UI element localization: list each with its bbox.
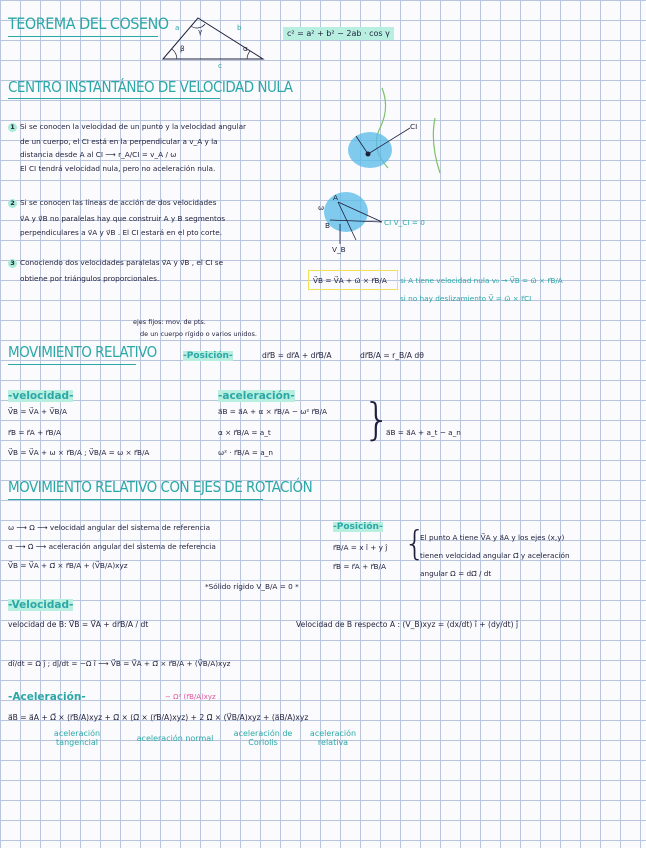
ci-item-3-line-1: Conociendo dos velocidades paralelas v⃗A y v⃗B , el CI se xyxy=(20,258,224,267)
acc-name-coriolis: aceleración de Coriolis xyxy=(233,729,293,747)
ci-diagram-1 xyxy=(340,88,450,188)
ci-item-2-line-1: Si se conocen las líneas de acción de dos velocidades xyxy=(20,198,217,207)
relrot-def-line-3: V⃗B = V⃗A + Ω⃗ × r⃗B/A + (V⃗B/A)xyz xyxy=(8,561,128,570)
ci-item-1-line-3: distancia desde A al CI ⟶ r_A/CI = v_A / ω xyxy=(20,150,177,160)
rel-acc-result: a⃗B = a⃗A + a_t − a_n xyxy=(386,428,461,437)
relrot-vel-label: -Velocidad- xyxy=(8,599,74,611)
relrot-def-line-2: α ⟶ Ω̇ ⟶ aceleración angular del sistema de referencia xyxy=(8,542,216,551)
cosine-formula: c² = a² + b² − 2ab · cos γ xyxy=(283,27,394,40)
ci-diagram-2-label-b: B xyxy=(325,221,331,230)
ci-box-formula: V⃗B = V⃗A + ω⃗ × r⃗B/A xyxy=(313,276,387,285)
ci-item-2-number: 2 xyxy=(8,199,17,208)
ci-diagram-2-label-ci: CI V_CI = 0 xyxy=(384,218,425,227)
relrot-pos-brace: { xyxy=(404,524,426,564)
ci-diagram-2 xyxy=(310,182,400,252)
ci-item-3-number: 3 xyxy=(8,259,17,268)
rel-acc-line-2: α × r⃗B/A = a_t xyxy=(218,428,271,437)
cosine-triangle xyxy=(155,14,270,64)
ci-diagram-2-label-a: A xyxy=(333,193,338,202)
relrot-pink-note: − Ω² (r⃗B/A)xyz xyxy=(165,693,216,701)
relrot-solido: *Sólido rígido V_B/A = 0 * xyxy=(205,582,299,591)
triangle-label-a: a xyxy=(175,23,180,32)
title-ci-underline xyxy=(8,98,220,99)
rel-vel-line-2: r⃗B = r⃗A + r⃗B/A xyxy=(8,428,61,437)
relrot-acc-label: -Aceleración- xyxy=(8,691,86,703)
rel-vel-line-1: V⃗B = V⃗A + V⃗B/A xyxy=(8,407,67,416)
title-cosine-underline xyxy=(8,36,158,37)
ci-diagram-2-label-vb: V_B xyxy=(332,245,346,254)
acc-name-normal: aceleración normal xyxy=(136,734,214,743)
ci-note-2: si no hay deslizamiento V⃗ = ω⃗ × r⃗CI xyxy=(400,294,532,303)
rel-vel-label: -velocidad- xyxy=(8,390,74,402)
ci-note-1: si A tiene velocidad nula v₀ → V⃗B = ω⃗ × r⃗B/A xyxy=(400,276,563,285)
ci-item-1-number: 1 xyxy=(8,123,17,132)
relrot-pos-line-1: r⃗B/A = x ı̂ + y ȷ̂ xyxy=(333,543,388,552)
acc-name-relative: aceleración relativa xyxy=(309,729,357,747)
relrot-pos-note-1: El punto A tiene V⃗A y a⃗A y los ejes (x,y) xyxy=(420,533,565,542)
relrot-pos-line-2: r⃗B = r⃗A + r⃗B/A xyxy=(333,562,386,571)
title-ci: CENTRO INSTANTÁNEO DE VELOCIDAD NULA xyxy=(8,78,293,96)
triangle-angle-gamma: γ xyxy=(198,27,203,36)
rel-posicion-label: -Posición- xyxy=(183,351,233,361)
relrot-acc-formula: a⃗B = a⃗A + Ω̇⃗ × (r⃗B/A)xyz + Ω⃗ × (Ω⃗ × (r⃗B/A)xyz) + 2 Ω⃗ × (V⃗B/A)xyz + (a⃗B/A)xyz xyxy=(8,713,309,722)
triangle-angle-alpha: α xyxy=(243,44,248,53)
relrot-vel-rel: Velocidad de B respecto A : (V_B)xyz = (dx/dt) ı̂ + (dy/dt) ȷ̂ xyxy=(296,620,519,629)
ejes-note-2: de un cuerpo rígido o varios unidos. xyxy=(140,330,257,338)
title-rel-underline xyxy=(8,364,136,365)
relrot-deriv: dı̂/dt = Ω ȷ̂ ; dȷ̂/dt = −Ω ı̂ ⟶ V⃗B = V⃗A + Ω⃗ × r⃗B/A + (V⃗B/A)xyz xyxy=(8,659,231,668)
relrot-pos-note-2: tienen velocidad angular Ω⃗ y aceleración xyxy=(420,551,570,560)
triangle-label-c: c xyxy=(218,61,223,70)
ci-item-2-line-2: v⃗A y v⃗B no paralelas hay que construir A y B segmentos xyxy=(20,214,226,223)
ci-diagram-2-label-w: ω xyxy=(318,203,325,212)
ci-item-3-line-2: obtiene por triángulos proporcionales. xyxy=(20,274,160,283)
title-relrot-underline xyxy=(8,499,263,500)
acc-name-tangential: aceleración tangencial xyxy=(53,729,101,747)
ci-item-3 xyxy=(8,259,223,289)
rel-posicion-formula2: dr⃗B/A = r_B/A dθ xyxy=(360,351,424,360)
ci-item-1 xyxy=(8,123,246,178)
rel-vel-line-3: V⃗B = V⃗A + ω × r⃗B/A ; V⃗B/A = ω × r⃗B/A xyxy=(8,448,150,457)
ci-item-2 xyxy=(8,199,225,244)
title-rel: MOVIMIENTO RELATIVO xyxy=(8,343,157,361)
rel-acc-line-1: a⃗B = a⃗A + α × r⃗B/A − ω² r⃗B/A xyxy=(218,407,328,416)
title-cosine: TEOREMA DEL COSENO xyxy=(8,14,169,33)
relrot-pos-note-3: angular Ω̇ = dΩ⃗ / dt xyxy=(420,569,492,578)
ci-item-1-line-4: El CI tendrá velocidad nula, pero no aceleración nula. xyxy=(20,163,216,173)
ci-item-2-line-3: perpendiculares a v⃗A y v⃗B . El CI estará en el pto corte. xyxy=(20,228,223,238)
rel-acc-line-3: ω² · r⃗B/A = a_n xyxy=(218,448,273,457)
rel-acc-label: -aceleración- xyxy=(218,390,295,402)
relrot-def-line-1: ω ⟶ Ω ⟶ velocidad angular del sistema de referencia xyxy=(8,523,211,532)
ejes-note-1: ejes fijos: mov. de pts. xyxy=(133,318,206,326)
triangle-angle-beta: β xyxy=(180,44,185,53)
rel-acc-brace: } xyxy=(363,394,391,445)
relrot-vel-text: velocidad de B: V⃗B = V⃗A + dr⃗B/A / dt xyxy=(8,620,149,629)
ci-item-1-line-2: de un cuerpo, el CI está en la perpendicular a v_A y la xyxy=(20,137,218,146)
rel-posicion-formula: dr⃗B = dr⃗A + dr⃗B/A xyxy=(262,351,332,360)
ci-item-1-line-1: Si se conocen la velocidad de un punto y la velocidad angular xyxy=(20,122,247,131)
relrot-pos-label: -Posición- xyxy=(333,522,383,532)
triangle-label-b: b xyxy=(237,23,242,32)
title-relrot: MOVIMIENTO RELATIVO CON EJES DE ROTACIÓN xyxy=(8,478,313,496)
ci-diagram-1-label-ci: CI xyxy=(410,122,418,131)
